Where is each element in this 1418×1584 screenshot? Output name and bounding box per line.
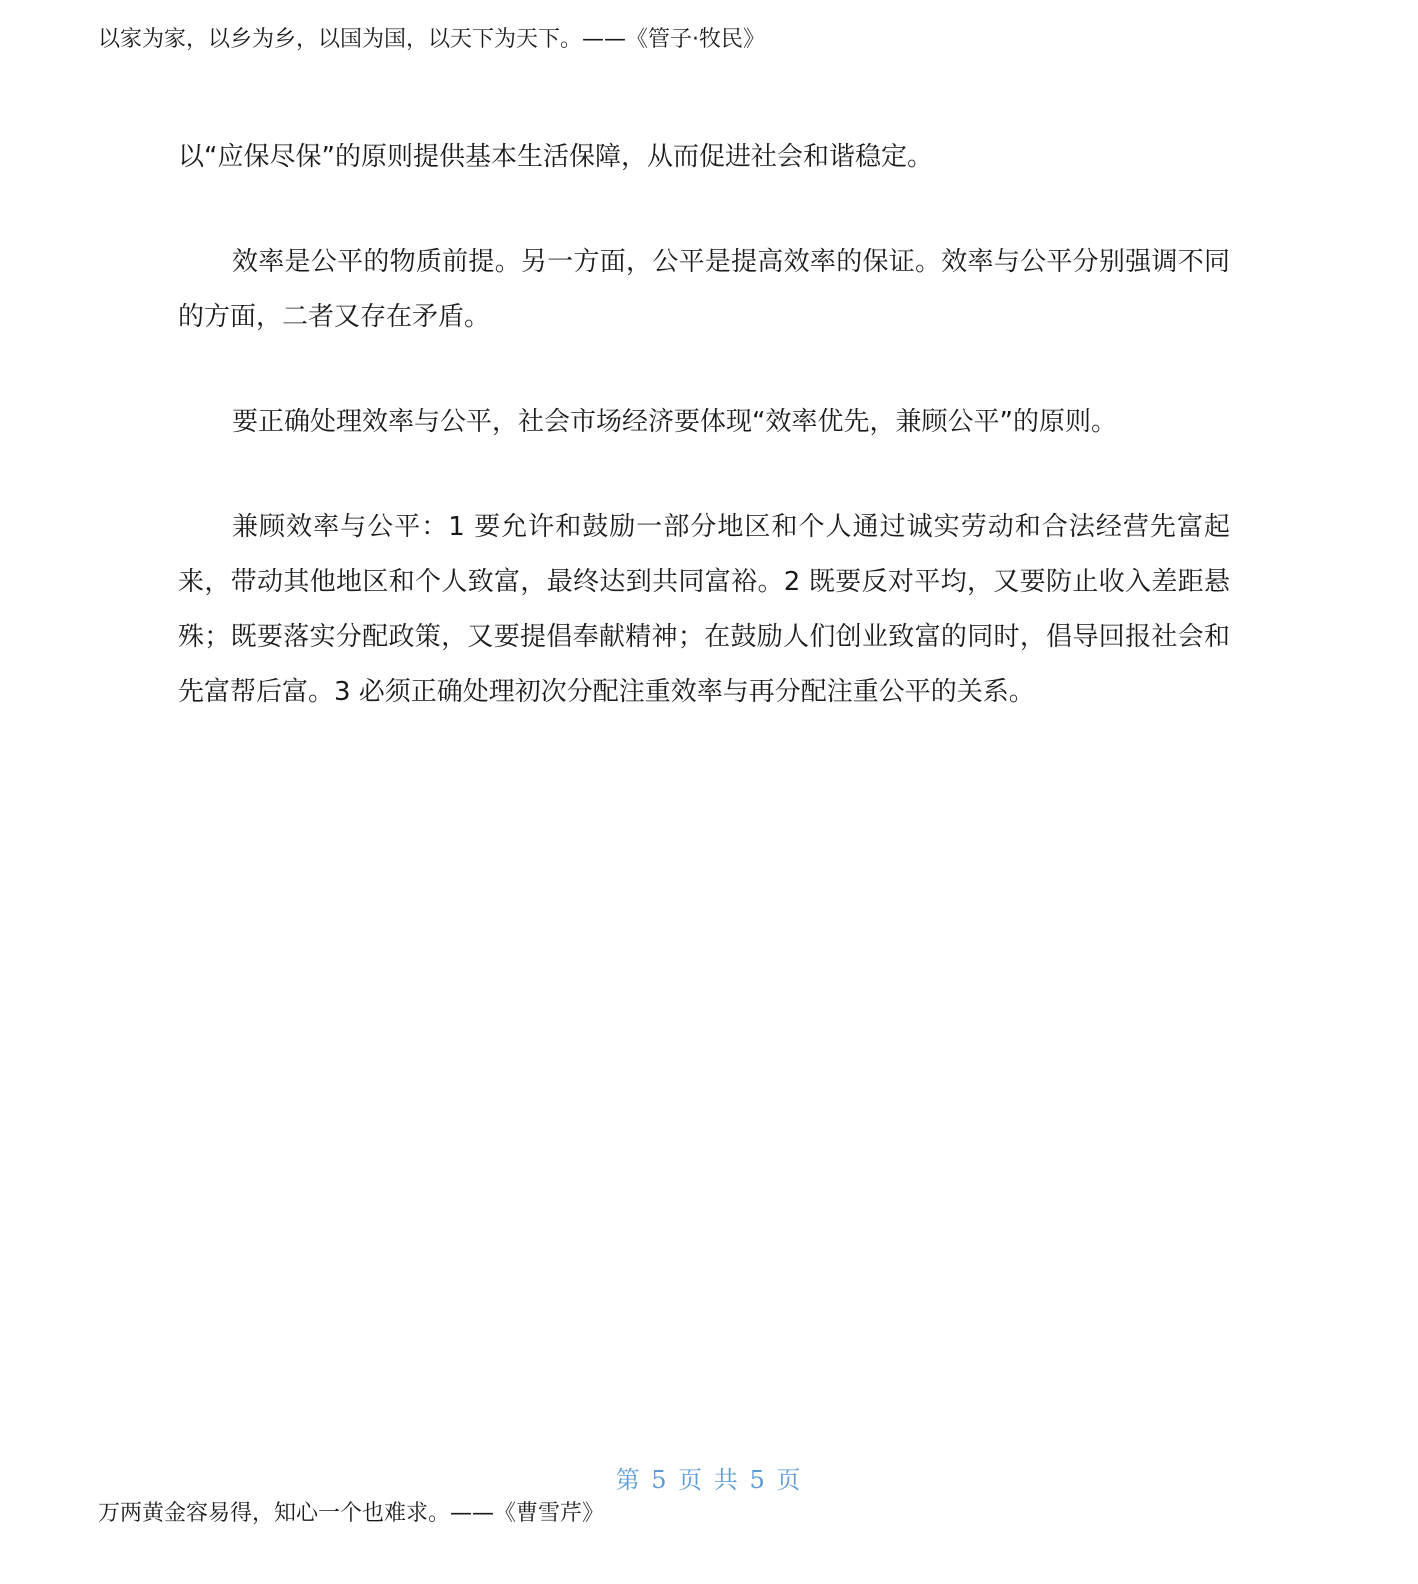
header-quote: 以家为家，以乡为乡，以国为国，以天下为天下。——《管子·牧民》 [98,27,765,52]
paragraph: 以“应保尽保”的原则提供基本生活保障，从而促进社会和谐稳定。 [178,142,933,172]
paragraph: 要正确处理效率与公平，社会市场经济要体现“效率优先，兼顾公平”的原则。 [232,407,1117,437]
document-body [178,130,1230,770]
footer-quote: 万两黄金容易得，知心一个也难求。——《曹雪芹》 [98,1501,605,1526]
paragraph: 效率是公平的物质前提。另一方面，公平是提高效率的保证。效率与公平分别强调不同的方面，二者又存在矛盾。 [178,247,1230,332]
page-number: 第 5 页 共 5 页 [615,1466,803,1494]
paragraph: 兼顾效率与公平：1 要允许和鼓励一部分地区和个人通过诚实劳动和合法经营先富起来，带动其他地区和个人致富，最终达到共同富裕。2 既要反对平均，又要防止收入差距悬殊；既要落实分配政策，又要提倡奉献精神；在鼓励人们创业致富的同时，倡导回报社会和先富帮后富。3 必须正确处理初次分配注重效率与再分配注重公平的关系。 [178,512,1230,707]
